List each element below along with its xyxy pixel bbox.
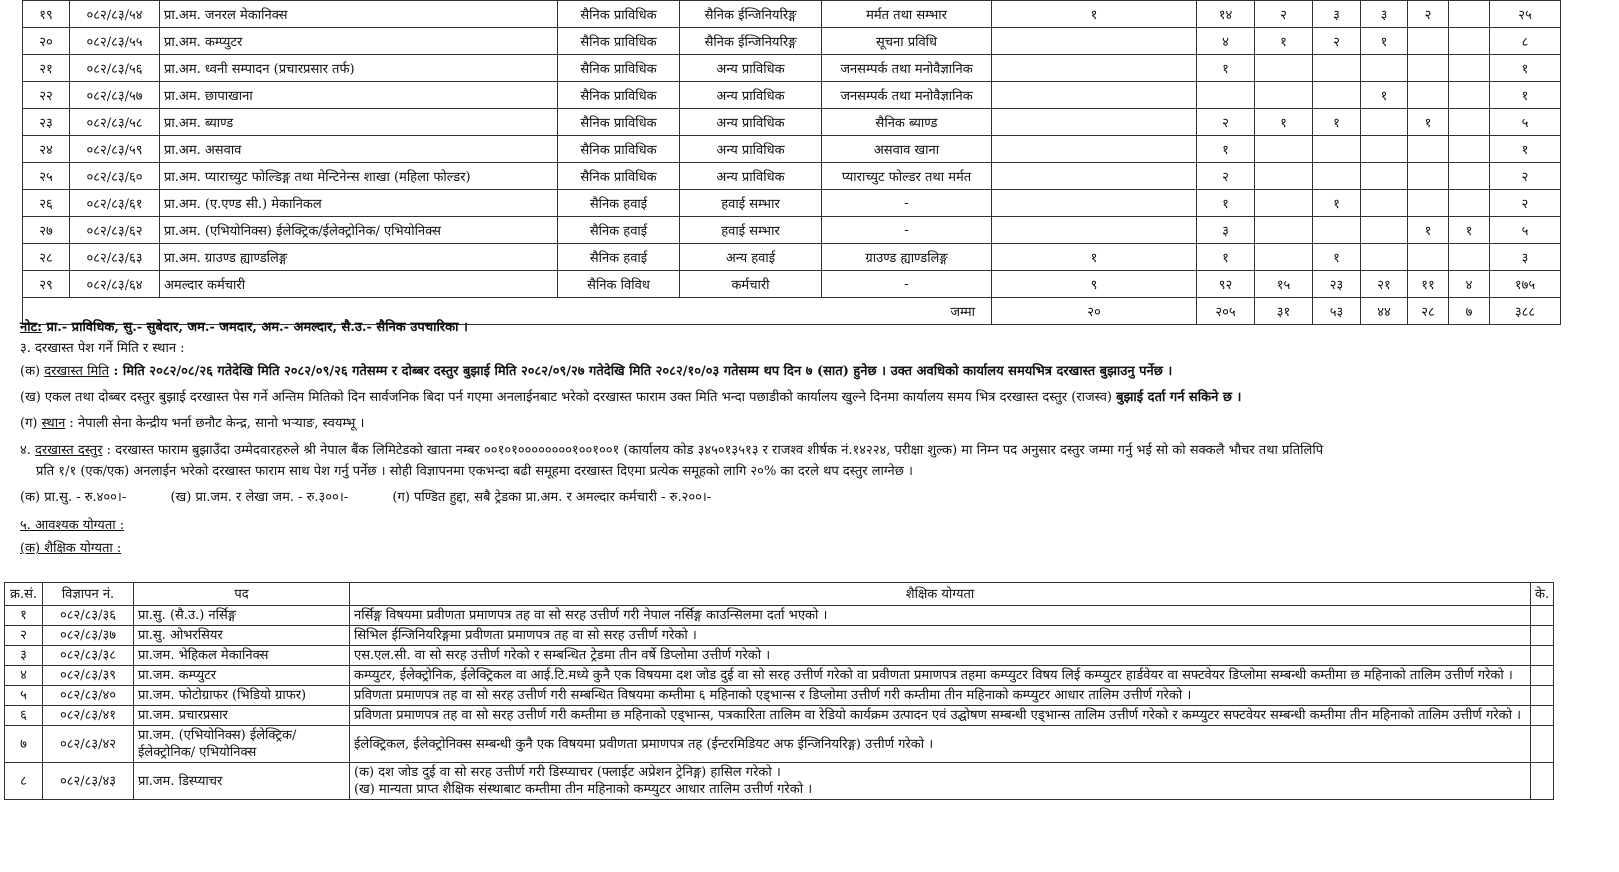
vacancy-cell-c7 [1449,136,1490,163]
total-cell-total: ३८८ [1490,298,1561,325]
vacancy-cell-c5: ३ [1361,1,1408,28]
qualification-row [5,706,1554,726]
vacancy-cell-c5 [1361,217,1408,244]
qualification-cell-post: प्रा.जम. कम्प्युटर [134,666,350,686]
vacancy-cell-post: प्रा.अम. असवाव [160,136,558,163]
section3-heading: ३. दरखास्त पेश गर्ने मिति र स्थान : [20,341,185,356]
qualification-cell-code: ०८२/८३/३७ [43,626,134,646]
qualification-cell-sn: ७ [5,726,43,763]
qualification-cell-sn: ३ [5,646,43,666]
qualification-cell-text [350,686,1531,706]
qualification-cell-post: प्रा.जम. प्रचारप्रसार [134,706,350,726]
vacancy-cell-c1: १ [992,1,1197,28]
vacancy-cell-c3 [1255,136,1313,163]
vacancy-cell-service: सैनिक हवाई [558,217,680,244]
qualification-cell-text [350,606,1531,626]
vacancy-cell-group: अन्य प्राविधिक [680,82,822,109]
vacancy-cell-total: ८ [1490,28,1561,55]
vacancy-cell-post: अमल्दार कर्मचारी [160,271,558,298]
section3-ka-prefix: (क) [20,364,45,379]
vacancy-cell-c6: १ [1408,217,1449,244]
qualification-table [4,582,1554,800]
qualification-text: नर्सिङ्ग विषयमा प्रवीणता प्रमाणपत्र तह वा सो सरह उत्तीर्ण गरी नेपाल नर्सिङ्ग काउन्सिलमा दर्ता भएको । [354,608,828,623]
vacancy-cell-c4 [1313,163,1361,190]
qualification-cell-post: प्रा.सु. ओभरसियर [134,626,350,646]
vacancy-cell-c7 [1449,244,1490,271]
vacancy-cell-subgroup: - [822,217,992,244]
vacancy-cell-post: प्रा.अम. प्याराच्युट फोल्डिङ्ग तथा मेन्टिनेन्स शाखा (महिला फोल्डर) [160,163,558,190]
vacancy-cell-post: प्रा.अम. ब्याण्ड [160,109,558,136]
header-post: पद [134,583,350,606]
vacancy-cell-c4: २ [1313,28,1361,55]
vacancy-cell-c1 [992,28,1197,55]
qualification-cell-post: प्रा.जम. डिस्प्याचर [134,763,350,800]
section3-ga-label: स्थान [41,416,66,431]
vacancy-cell-service: सैनिक प्राविधिक [558,28,680,55]
vacancy-cell-c4: ३ [1313,1,1361,28]
section4-prefix: ४. [20,443,36,458]
note-text: प्रा.- प्राविधिक, सु.- सुबेदार, जम.- जमदार, अम.- अमल्दार, सै.उ.- सैनिक उपचारिका । [41,320,468,335]
vacancy-cell-code: ०८२/८३/६१ [70,190,160,217]
total-cell-c6: २८ [1408,298,1449,325]
vacancy-row [23,28,1561,55]
vacancy-cell-code: ०८२/८३/५७ [70,82,160,109]
vacancy-cell-code: ०८२/८३/५५ [70,28,160,55]
vacancy-cell-c5 [1361,244,1408,271]
vacancy-cell-total: १ [1490,136,1561,163]
fee-list [20,490,1610,506]
vacancy-cell-service: सैनिक प्राविधिक [558,136,680,163]
section3-kha-text: (ख) एकल तथा दोब्बर दस्तुर बुझाई दरखास्त पेस गर्ने अन्तिम मितिको दिन सार्वजनिक बिदा पर्न गएमा अनलाईनबाट भरेको दरखास्त फाराम उक्त मिति भन्दा पछाडीको कार्यालय खुल्ने दिनमा कार्यालय समय भित्र दरखास्त दस्तुर (राजस्व) [20,390,1117,405]
vacancy-row [23,136,1561,163]
vacancy-cell-subgroup: मर्मत तथा सम्भार [822,1,992,28]
vacancy-cell-c7: १ [1449,217,1490,244]
vacancy-cell-subgroup: सूचना प्रविधि [822,28,992,55]
qualification-cell-code: ०८२/८३/३६ [43,606,134,626]
vacancy-cell-subgroup: ग्राउण्ड ह्याण्डलिङ्ग [822,244,992,271]
qualification-header-row [5,583,1554,606]
vacancy-cell-c5 [1361,55,1408,82]
vacancy-row [23,190,1561,217]
section4-line1 [20,443,1610,459]
vacancy-cell-c7: ४ [1449,271,1490,298]
vacancy-cell-code: ०८२/८३/५९ [70,136,160,163]
section3-ga-prefix: (ग) [20,416,42,431]
section5-sub-text: (क) शैक्षिक योग्यता : [20,541,122,556]
vacancy-cell-sn: १९ [23,1,70,28]
vacancy-cell-sn: २४ [23,136,70,163]
vacancy-cell-c6 [1408,28,1449,55]
qualification-cell-extra [1531,646,1554,666]
vacancy-cell-c4 [1313,136,1361,163]
vacancy-cell-sn: २९ [23,271,70,298]
vacancy-cell-c6: ११ [1408,271,1449,298]
vacancy-cell-c6 [1408,136,1449,163]
vacancy-cell-total: १ [1490,82,1561,109]
qualification-cell-text [350,666,1531,686]
total-cell-c3: ३१ [1255,298,1313,325]
vacancy-cell-group: अन्य प्राविधिक [680,163,822,190]
vacancy-cell-total: २ [1490,190,1561,217]
qualification-cell-extra [1531,666,1554,686]
vacancy-cell-c1 [992,217,1197,244]
vacancy-cell-subgroup: प्याराच्युट फोल्डर तथा मर्मत [822,163,992,190]
qualification-row [5,626,1554,646]
vacancy-cell-c5: १ [1361,82,1408,109]
qualification-text: सिभिल ईन्जिनियरिङ्गमा प्रवीणता प्रमाणपत्र तह वा सो सरह उत्तीर्ण गरेको । [354,628,697,643]
vacancy-cell-c7 [1449,190,1490,217]
vacancy-cell-c1: ९ [992,271,1197,298]
vacancy-cell-c2: २ [1197,163,1255,190]
vacancy-cell-c2: ४ [1197,28,1255,55]
vacancy-row [23,55,1561,82]
vacancy-cell-c5: १ [1361,28,1408,55]
total-cell-c4: ५३ [1313,298,1361,325]
vacancy-cell-c3: १५ [1255,271,1313,298]
vacancy-cell-c4 [1313,82,1361,109]
header-qualification: शैक्षिक योग्यता [350,583,1531,606]
vacancy-cell-total: ५ [1490,109,1561,136]
vacancy-cell-c6 [1408,82,1449,109]
qualification-cell-post: प्रा.जम. (एभियोनिक्स) ईलेक्ट्रिक/ईलेक्ट्रोनिक/ एभियोनिक्स [134,726,350,763]
qualification-cell-text [350,726,1531,763]
vacancy-cell-c6 [1408,55,1449,82]
vacancy-cell-code: ०८२/८३/५६ [70,55,160,82]
qualification-row [5,666,1554,686]
qualification-cell-text [350,706,1531,726]
qualification-cell-sn: १ [5,606,43,626]
vacancy-cell-post: प्रा.अम. छापाखाना [160,82,558,109]
vacancy-cell-c4: १ [1313,244,1361,271]
vacancy-cell-sn: २७ [23,217,70,244]
vacancy-cell-group: सैनिक ईन्जिनियरिङ्ग [680,28,822,55]
vacancy-cell-c6 [1408,190,1449,217]
total-cell-c1: २० [992,298,1197,325]
qualification-cell-code: ०८२/८३/४० [43,686,134,706]
qualification-cell-sn: ५ [5,686,43,706]
vacancy-cell-total: १ [1490,55,1561,82]
section3-ka [20,364,1610,380]
vacancy-cell-subgroup: - [822,190,992,217]
vacancy-cell-service: सैनिक हवाई [558,190,680,217]
vacancy-cell-service: सैनिक प्राविधिक [558,1,680,28]
vacancy-cell-code: ०८२/८३/६३ [70,244,160,271]
vacancy-cell-c1 [992,190,1197,217]
vacancy-cell-c2 [1197,82,1255,109]
vacancy-cell-c4: १ [1313,109,1361,136]
vacancy-cell-service: सैनिक प्राविधिक [558,55,680,82]
vacancy-cell-c3 [1255,163,1313,190]
vacancy-cell-c2: २ [1197,109,1255,136]
vacancy-cell-c3 [1255,55,1313,82]
vacancy-cell-post: प्रा.अम. ग्राउण्ड ह्याण्डलिङ्ग [160,244,558,271]
section4-label: दरखास्त दस्तुर [35,443,103,458]
note-line [20,320,1610,336]
vacancy-cell-code: ०८२/८३/६२ [70,217,160,244]
header-code: विज्ञापन नं. [43,583,134,606]
total-cell-c7: ७ [1449,298,1490,325]
vacancy-cell-subgroup: जनसम्पर्क तथा मनोवैज्ञानिक [822,82,992,109]
vacancy-cell-sn: २३ [23,109,70,136]
vacancy-cell-c3: १ [1255,28,1313,55]
qualification-cell-text [350,646,1531,666]
vacancy-cell-c1 [992,163,1197,190]
vacancy-cell-subgroup: असवाव खाना [822,136,992,163]
qualification-cell-extra [1531,706,1554,726]
qualification-cell-post: प्रा.जम. फोटोग्राफर (भिडियो ग्राफर) [134,686,350,706]
vacancy-cell-service: सैनिक प्राविधिक [558,109,680,136]
vacancy-cell-c2: ९२ [1197,271,1255,298]
vacancy-cell-c1 [992,109,1197,136]
vacancy-cell-c3 [1255,190,1313,217]
qualification-cell-code: ०८२/८३/४१ [43,706,134,726]
qualification-cell-sn: ८ [5,763,43,800]
vacancy-cell-c7 [1449,163,1490,190]
fee-kha: (ख) प्रा.जम. र लेखा जम. - रु.३००।- [170,490,349,505]
vacancy-cell-total: २ [1490,163,1561,190]
vacancy-cell-c7 [1449,28,1490,55]
vacancy-cell-service: सैनिक प्राविधिक [558,82,680,109]
vacancy-cell-sn: २१ [23,55,70,82]
vacancy-row [23,163,1561,190]
vacancy-cell-c4 [1313,217,1361,244]
vacancy-cell-c5 [1361,190,1408,217]
qualification-text-2: (ख) मान्यता प्राप्त शैक्षिक संस्थाबाट कम्तीमा तीन महिनाको कम्प्युटर आधार तालिम उत्तीर्ण गरेको । [354,782,813,797]
vacancy-cell-c7 [1449,55,1490,82]
qualification-cell-post: प्रा.सु. (सै.उ.) नर्सिङ्ग [134,606,350,626]
vacancy-cell-code: ०८२/८३/५४ [70,1,160,28]
fee-ga: (ग) पण्डित हुद्दा, सबै ट्रेडका प्रा.अम. र अमल्दार कर्मचारी - रु.२००।- [392,490,712,505]
qualification-cell-post: प्रा.जम. भेहिकल मेकानिक्स [134,646,350,666]
section3-kha [20,390,1610,406]
vacancy-cell-group: अन्य प्राविधिक [680,136,822,163]
vacancy-cell-total: २५ [1490,1,1561,28]
vacancy-cell-c2: १ [1197,190,1255,217]
section5-heading: ५. आवश्यक योग्यता : [20,518,125,533]
qualification-text: प्रविणता प्रमाणपत्र तह वा सो सरह उत्तीर्ण गरी सम्बन्धित विषयमा कम्तीमा ६ महिनाको एड्भान्स र डिप्लोमा उत्तीर्ण गरी कम्तीमा तीन महिनाको कम्प्युटर आधार तालिम उत्तीर्ण गरेको । [354,688,1192,703]
qualification-row [5,606,1554,626]
vacancy-cell-post: प्रा.अम. ध्वनी सम्पादन (प्रचारप्रसार तर्फ) [160,55,558,82]
vacancy-cell-post: प्रा.अम. जनरल मेकानिक्स [160,1,558,28]
qualification-cell-code: ०८२/८३/४२ [43,726,134,763]
qualification-cell-extra [1531,606,1554,626]
vacancy-cell-c6: १ [1408,109,1449,136]
qualification-row [5,763,1554,800]
qualification-text: प्रविणता प्रमाणपत्र तह वा सो सरह उत्तीर्ण गरी कम्तीमा छ महिनाको एड्भान्स, पत्रकारिता तालिम वा रेडियो कार्यक्रम उत्पादन एवं उद्घोषण सम्बन्धी एड्भान्स तालिम उत्तीर्ण गरेको र कम्प्युटर सफ्टवेयर सम्बन्धी कम्तीमा तीन महिनाको तालिम उत्तीर्ण गरेको । [354,708,1521,723]
vacancy-row [23,244,1561,271]
qualification-cell-extra [1531,626,1554,646]
vacancy-cell-group: अन्य प्राविधिक [680,55,822,82]
total-cell-c2: २०५ [1197,298,1255,325]
vacancy-cell-c3 [1255,244,1313,271]
vacancy-cell-post: प्रा.अम. कम्प्युटर [160,28,558,55]
vacancy-cell-c1: १ [992,244,1197,271]
vacancy-cell-sn: २६ [23,190,70,217]
vacancy-cell-c6 [1408,163,1449,190]
header-extra: के. [1531,583,1554,606]
vacancy-cell-subgroup: जनसम्पर्क तथा मनोवैज्ञानिक [822,55,992,82]
vacancy-cell-c3 [1255,217,1313,244]
qualification-row [5,646,1554,666]
qualification-cell-sn: ६ [5,706,43,726]
vacancy-cell-group: हवाई सम्भार [680,217,822,244]
section3-ga [20,416,1610,432]
vacancy-cell-c3 [1255,82,1313,109]
vacancy-cell-c2: ३ [1197,217,1255,244]
vacancy-cell-subgroup: सैनिक ब्याण्ड [822,109,992,136]
vacancy-cell-code: ०८२/८३/५८ [70,109,160,136]
vacancy-cell-service: सैनिक हवाई [558,244,680,271]
vacancy-cell-c1 [992,136,1197,163]
vacancy-cell-total: ३ [1490,244,1561,271]
vacancy-cell-sn: २५ [23,163,70,190]
vacancy-cell-total: १७५ [1490,271,1561,298]
qualification-cell-extra [1531,726,1554,763]
vacancy-cell-code: ०८२/८३/६० [70,163,160,190]
header-sn: क्र.सं. [5,583,43,606]
vacancy-cell-c5 [1361,136,1408,163]
vacancy-row [23,109,1561,136]
qualification-cell-sn: ४ [5,666,43,686]
section3-ka-label: दरखास्त मिति [44,364,110,379]
vacancy-cell-code: ०८२/८३/६४ [70,271,160,298]
section5-sub [20,541,1610,557]
vacancy-cell-service: सैनिक प्राविधिक [558,163,680,190]
vacancy-cell-c3: १ [1255,109,1313,136]
qualification-cell-extra [1531,763,1554,800]
vacancy-cell-group: सैनिक ईन्जिनियरिङ्ग [680,1,822,28]
vacancy-row [23,217,1561,244]
qualification-text: कम्प्युटर, ईलेक्ट्रोनिक, ईलेक्ट्रिकल वा आई.टि.मध्ये कुनै एक विषयमा दश जोड दुई वा सो सरह उत्तीर्ण गरेको वा प्रवीणता प्रमाणपत्र तहमा कम्प्युटर विषय लिई कम्प्युटर हार्डवेयर वा सफ्टवेयर डिप्लोमा सम्बन्धी कम्तीमा छ महिनाको तालिम उत्तीर्ण गरेको । [354,668,1513,683]
qualification-text: ईलेक्ट्रिकल, ईलेक्ट्रोनिक्स सम्बन्धी कुनै एक विषयमा प्रवीणता प्रमाणपत्र तह (ईन्टरमिडियट अफ ईन्जिनियरिङ्ग) उत्तीर्ण गरेको । [354,736,934,752]
vacancy-cell-c4 [1313,55,1361,82]
vacancy-cell-c2: १ [1197,136,1255,163]
qualification-cell-sn: २ [5,626,43,646]
vacancy-cell-c7 [1449,82,1490,109]
qualification-cell-extra [1531,686,1554,706]
qualification-cell-text [350,626,1531,646]
vacancy-cell-total: ५ [1490,217,1561,244]
vacancy-cell-c2: १४ [1197,1,1255,28]
vacancy-cell-group: कर्मचारी [680,271,822,298]
section4-text1: : दरखास्त फाराम बुझाउँदा उम्मेदवारहरुले श्री नेपाल बैंक लिमिटेडको खाता नम्बर ००१०१००००००००१००१००१ (कार्यालय कोड ३४५०१३५१३ र राजश्व शीर्षक नं.१४२२४, परीक्षा शुल्क) मा निम्न पद अनुसार दस्तुर जम्मा गर्नु भई सो को सक्कलै भौचर तथा प्रतिलिपि [102,443,1324,458]
vacancy-cell-c5: २१ [1361,271,1408,298]
qualification-row [5,686,1554,706]
vacancy-cell-c2: १ [1197,244,1255,271]
vacancy-cell-group: अन्य प्राविधिक [680,109,822,136]
vacancy-cell-c1 [992,55,1197,82]
vacancy-cell-subgroup: - [822,271,992,298]
section3-kha-bold: बुझाई दर्ता गर्न सकिने छ । [1116,390,1242,405]
section3-ga-text: : नेपाली सेना केन्द्रीय भर्ना छनौट केन्द्र, सानो भऱ्याङ, स्वयम्भू । [65,416,365,431]
vacancy-cell-c5 [1361,163,1408,190]
vacancy-cell-c2: १ [1197,55,1255,82]
vacancy-cell-group: हवाई सम्भार [680,190,822,217]
qualification-cell-text [350,763,1531,800]
note-label: नोट: [20,320,42,335]
vacancy-cell-c3: २ [1255,1,1313,28]
vacancy-cell-c6: २ [1408,1,1449,28]
vacancy-row [23,82,1561,109]
section3-ka-text: : मिति २०८२/०८/२६ गतेदेखि मिति २०८२/०९/२६ गतेसम्म र दोब्बर दस्तुर बुझाई मिति २०८२/०९/२७ गतेदेखि मिति २०८२/१०/०३ गतेसम्म थप दिन ७ (सात) हुनेछ । उक्त अवधिको कार्यालय समयभित्र दरखास्त बुझाउनु पर्नेछ । [109,364,1173,379]
fee-ka: (क) प्रा.सु. - रु.४००।- [20,490,127,505]
vacancy-table [22,0,1561,325]
qualification-cell-code: ०८२/८३/३८ [43,646,134,666]
vacancy-cell-post: प्रा.अम. (एभियोनिक्स) ईलेक्ट्रिक/ईलेक्ट्रोनिक/ एभियोनिक्स [160,217,558,244]
vacancy-cell-sn: २० [23,28,70,55]
qualification-text: (क) दश जोड दुई वा सो सरह उत्तीर्ण गरी डिस्प्याचर (फ्लाईट अप्रेशन ट्रेनिङ्ग) हासिल गरेको । [354,765,781,780]
vacancy-cell-sn: २८ [23,244,70,271]
section4-line2: प्रति १/१ (एक/एक) अनलाईन भरेको दरखास्त फाराम साथ पेश गर्नु पर्नेछ । सोही विज्ञापनमा एकभन्दा बढी समूहमा दरखास्त दिएमा प्रत्येक समूहको लागि २०% का दरले थप दस्तुर लाग्नेछ । [36,464,913,479]
vacancy-cell-service: सैनिक विविध [558,271,680,298]
vacancy-row [23,1,1561,28]
vacancy-cell-c6 [1408,244,1449,271]
vacancy-cell-c4: १ [1313,190,1361,217]
qualification-cell-code: ०८२/८३/३९ [43,666,134,686]
vacancy-cell-post: प्रा.अम. (ए.एण्ड सी.) मेकानिकल [160,190,558,217]
qualification-row [5,726,1554,763]
total-cell-c5: ४४ [1361,298,1408,325]
vacancy-cell-c7 [1449,1,1490,28]
vacancy-cell-c1 [992,82,1197,109]
total-label: जम्मा [23,298,992,325]
vacancy-cell-c7 [1449,109,1490,136]
qualification-cell-code: ०८२/८३/४३ [43,763,134,800]
vacancy-cell-c5 [1361,109,1408,136]
vacancy-cell-sn: २२ [23,82,70,109]
qualification-text: एस.एल.सी. वा सो सरह उत्तीर्ण गरेको र सम्बन्धित ट्रेडमा तीन वर्षे डिप्लोमा उत्तीर्ण गरेको । [354,648,771,663]
vacancy-cell-group: अन्य हवाई [680,244,822,271]
vacancy-cell-c4: २३ [1313,271,1361,298]
vacancy-row [23,271,1561,298]
